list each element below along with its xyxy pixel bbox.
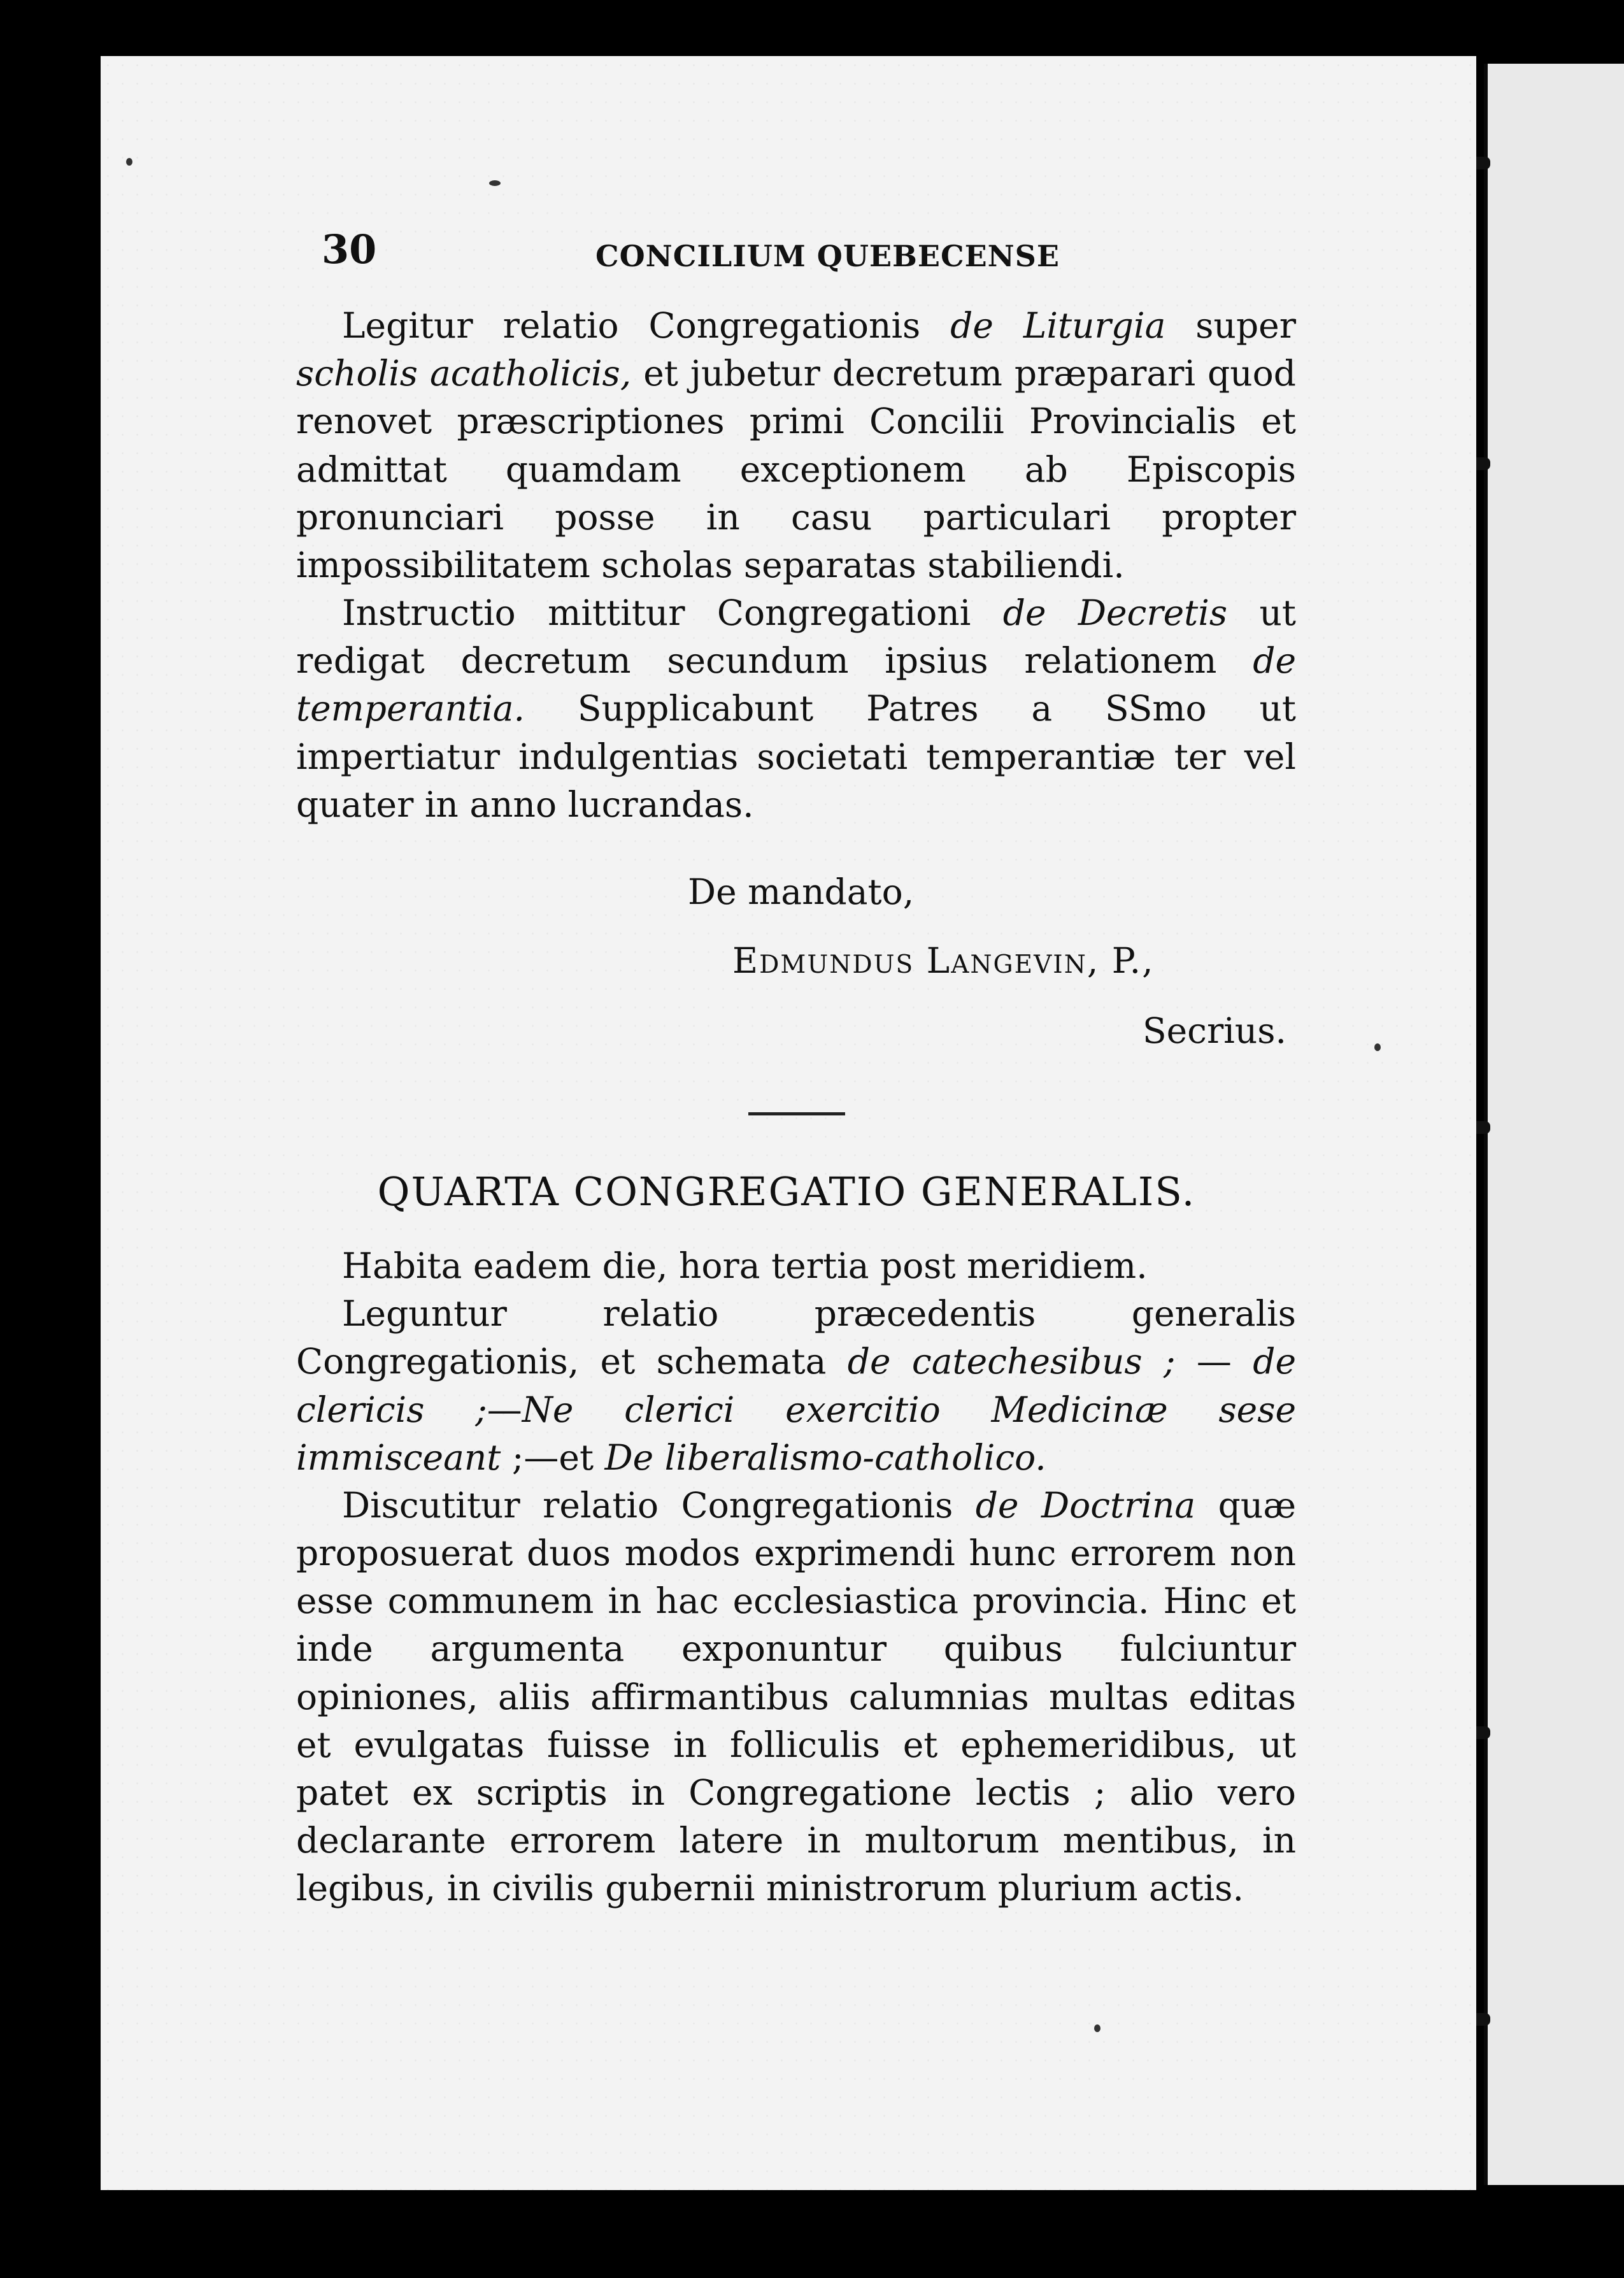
running-head: CONCILIUM QUEBECENSE [595,239,1060,273]
signature-mandate: De mandato, [688,871,915,912]
ink-speck [126,158,132,166]
page-number: 30 [322,226,377,273]
italic-run: de Decretis [1002,592,1228,634]
section-title: QUARTA CONGREGATIO GENERALIS. [377,1168,1196,1215]
text-run: ut redigat decretum secundum ipsius relationem [296,592,1296,682]
paragraph-leguntur [296,1290,1296,1482]
text-run: Legitur relatio Congregationis [342,305,951,346]
facing-page-edge [1484,64,1624,2185]
italic-run: De liberalismo-catholico. [604,1436,1046,1478]
text-run: ;—et [501,1436,605,1478]
italic-run: Ne clerici exercitio Medicinæ sese immisceant [296,1389,1296,1478]
text-run: — [1175,1341,1253,1382]
paragraph-discutitur [296,1482,1296,1913]
italic-run: de clericis ; [296,1341,1296,1430]
italic-run: de temperantia. [296,640,1296,729]
text-run: quæ proposuerat duos modos exprimendi hunc errorem non esse communem in hac ecclesiastica provincia. Hinc et inde argumenta exponuntur quibus fulciuntur opiniones, aliis affirmantibus calumnias multas editas et evulgatas fuisse in folliculis et ephemeridibus, ut patet ex scriptis in Congregatione lectis ; alio vero declarante errorem latere in multorum mentibus, in legibus, in civilis gubernii ministrorum plurium actis. [296,1484,1297,1909]
signature-title: Secrius. [1142,1010,1286,1051]
text-run: et jubetur decretum præparari quod renovet præscriptiones primi Concilii Provincialis et admittat quamdam exceptionem ab Episcopis pronunciari posse in casu particulari propter impossibilitatem scholas separatas stabiliendi. [296,353,1296,585]
italic-run: scholis acatholicis, [296,353,632,394]
paragraph-decretis [296,589,1296,829]
paragraph-liturgia [296,302,1296,589]
paragraph-habita: Habita eadem die, hora tertia post meridiem. [342,1245,1148,1286]
italic-run: de Liturgia [950,305,1166,346]
text-run: — [487,1389,522,1430]
text-run: Supplicabunt Patres a SSmo ut impertiatur indulgentias societati temperantiæ ter vel quater in anno lucrandas. [296,688,1296,825]
ink-speck [1374,1043,1381,1051]
italic-run: de Doctrina [975,1484,1196,1526]
text-run: Leguntur relatio præcedentis generalis Congregationis, et schemata [296,1293,1296,1382]
text-run: super [1165,305,1296,346]
text-run: Discutitur relatio Congregationis [342,1484,976,1526]
section-divider [748,1112,845,1115]
signature-block [688,871,1286,1063]
section-two-text [296,1242,1296,1912]
page-header [322,226,1315,277]
ink-speck [489,180,501,186]
signature-name: Edmundus Langevin, P., [732,940,1155,981]
text-run: Instructio mittitur Congregationi [342,592,1003,634]
section-one-text [296,302,1296,829]
italic-run: de catechesibus ; [847,1341,1176,1382]
ink-speck [1094,2024,1100,2032]
